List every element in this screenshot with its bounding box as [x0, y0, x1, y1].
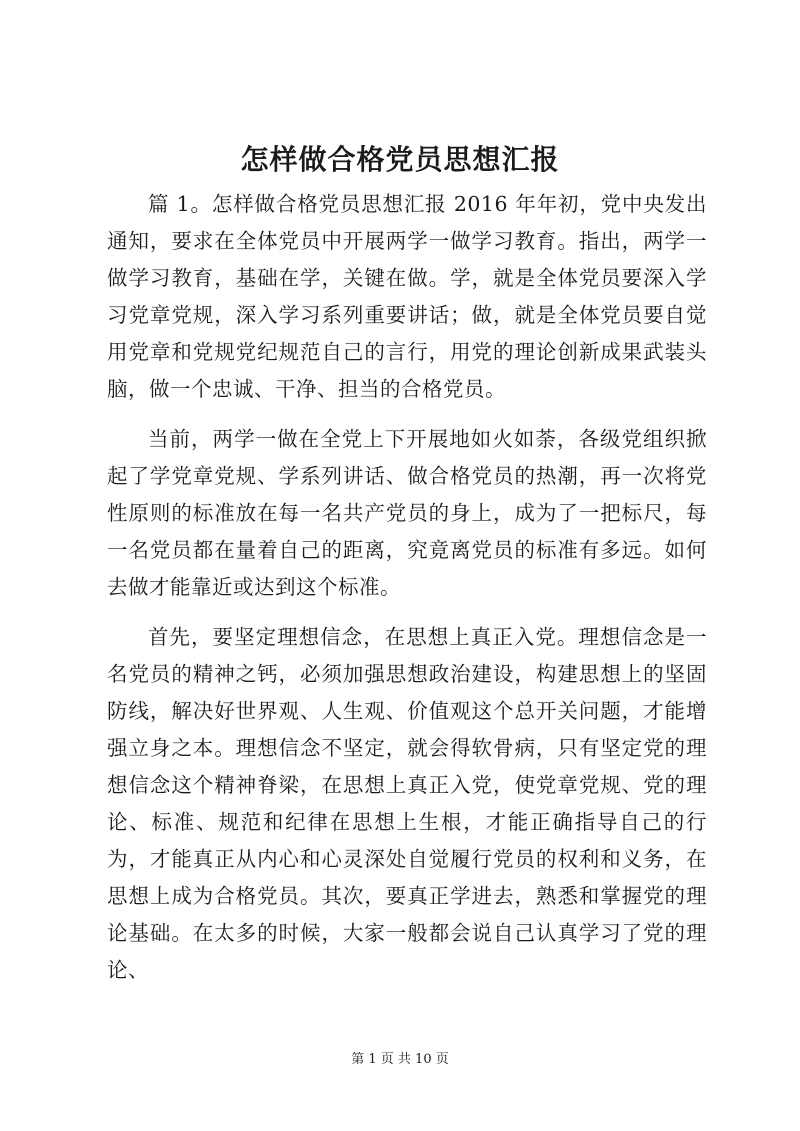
document-title: 怎样做合格党员思想汇报 — [240, 143, 560, 176]
paragraph-2: 当前，两学一做在全党上下开展地如火如荼，各级党组织掀起了学党章党规、学系列讲话、做合格党员的热潮，再一次将党性原则的标准放在每一名共产党员的身上，成为了一把标尺，每一名党员都在量着自己的距离，究竟离党员的标准有多远。如何去做才能靠近或达到这个标准。 — [107, 427, 707, 599]
paragraph-1: 篇 1。怎样做合格党员思想汇报 2016 年年初，党中央发出通知，要求在全体党员中开展两学一做学习教育。指出，两学一做学习教育，基础在学，关键在做。学，就是全体党员要深入学习党章党规，深入学习系列重要讲话；做，就是全体党员要自觉用党章和党规党纪规范自己的言行，用党的理论创新成果武装头脑，做一个忠诚、干净、担当的合格党员。 — [107, 192, 707, 401]
page-footer: 第 1 页 共 10 页 — [351, 1052, 449, 1067]
paragraph-3: 首先，要坚定理想信念，在思想上真正入党。理想信念是一名党员的精神之钙，必须加强思想政治建设，构建思想上的坚固防线，解决好世界观、人生观、价值观这个总开关问题，才能增强立身之本。理想信念不坚定，就会得软骨病，只有坚定党的理想信念这个精神脊梁，在思想上真正入党，使党章党规、党的理论、标准、规范和纪律在思想上生根，才能正确指导自己的行为，才能真正从内心和心灵深处自觉履行党员的权利和义务，在思想上成为合格党员。其次，要真正学进去，熟悉和掌握党的理论基础。在太多的时候，大家一般都会说自己认真学习了党的理论、 — [107, 625, 707, 982]
document-body — [107, 186, 707, 1002]
